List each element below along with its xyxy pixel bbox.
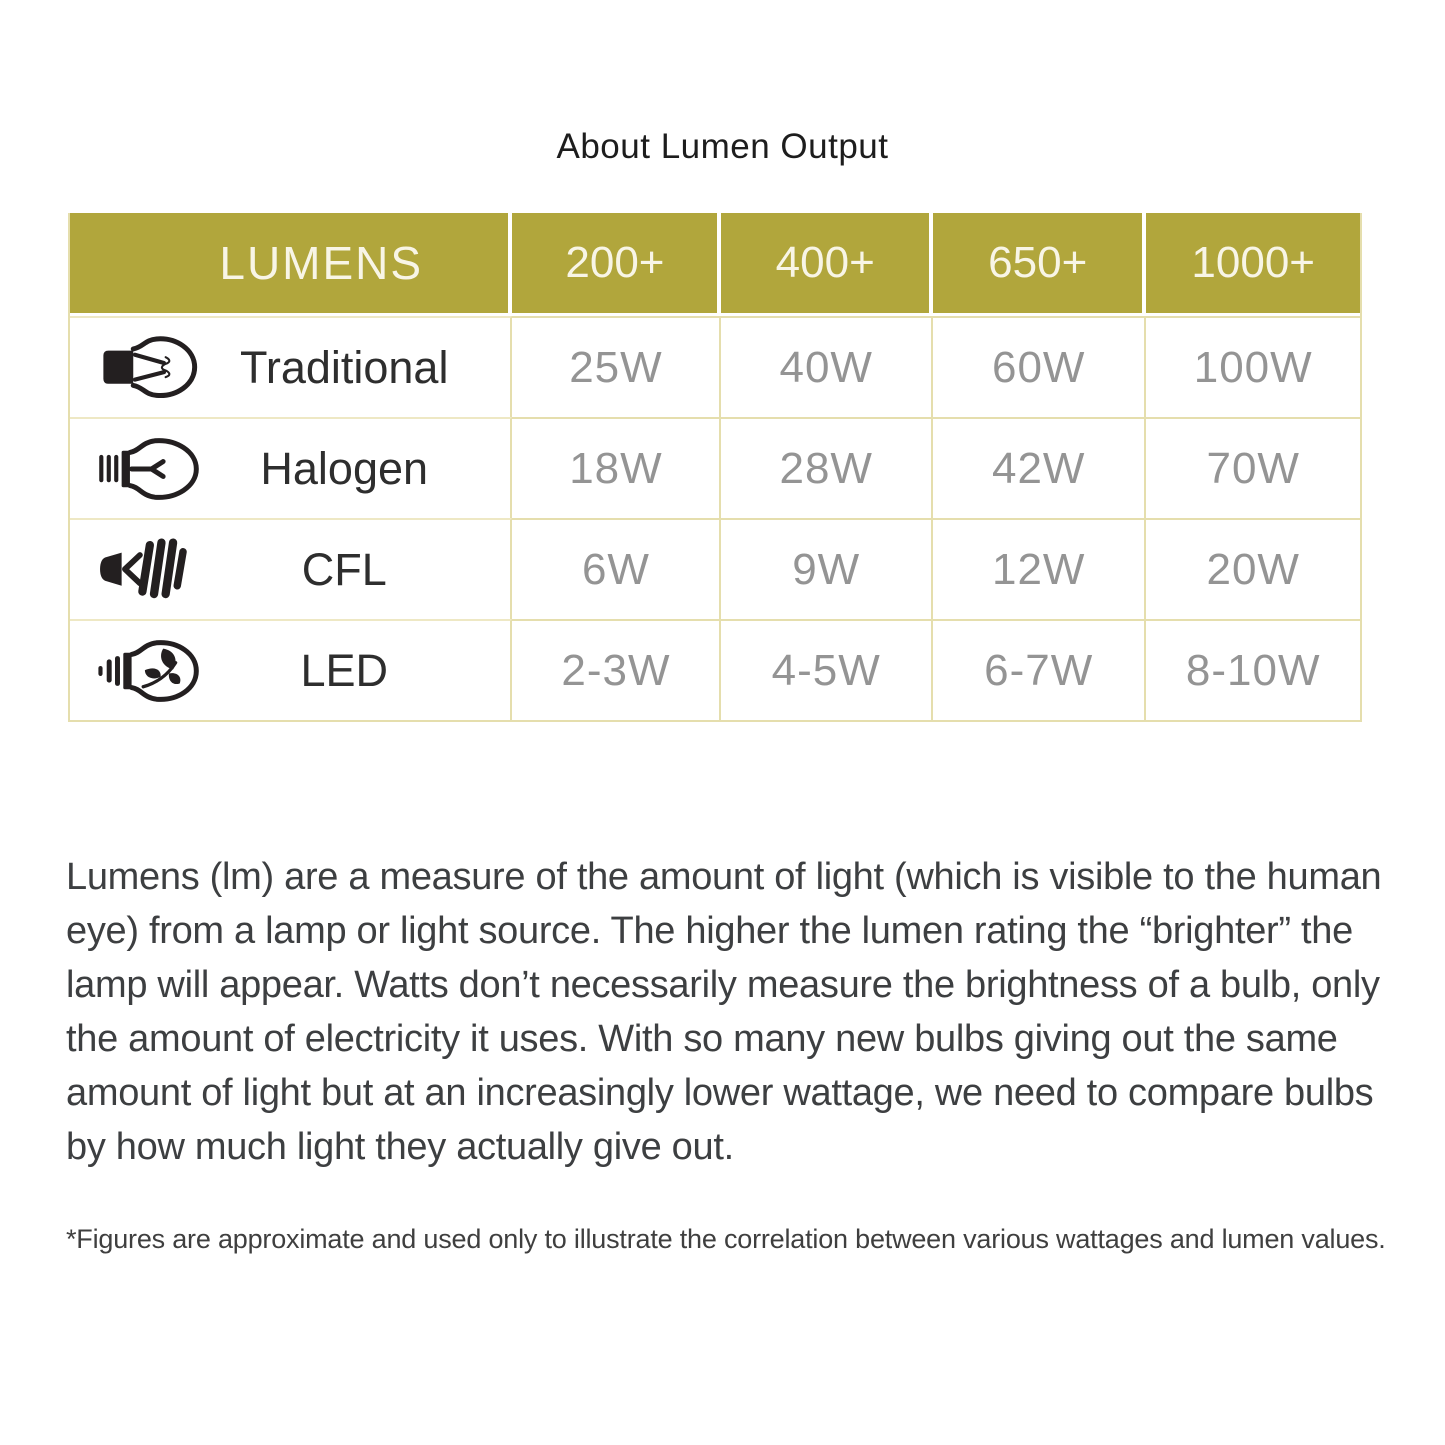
row-label: CFL (301, 543, 387, 595)
table-header-row (70, 213, 1360, 316)
row-label-cell-halogen (70, 417, 512, 518)
header-cell-200: 200+ (512, 213, 721, 316)
traditional-bulb-icon (96, 329, 212, 407)
header-cell-1000: 1000+ (1146, 213, 1359, 316)
watt-value: 20W (1206, 544, 1300, 594)
watt-value: 42W (991, 443, 1086, 493)
watt-value: 6W (581, 544, 650, 594)
watt-value: 25W (569, 342, 663, 392)
table-row-traditional (70, 316, 1360, 417)
table-row-halogen (70, 417, 1360, 518)
watt-value: 8-10W (1185, 645, 1321, 695)
watt-value: 18W (569, 443, 663, 493)
header-cell-650: 650+ (933, 213, 1146, 316)
watt-value: 6-7W (984, 645, 1094, 695)
footnote: *Figures are approximate and used only to illustrate the correlation between various wattages and lumen values. (66, 1224, 1386, 1254)
description-paragraph: Lumens (lm) are a measure of the amount of light (which is visible to the human eye) from a lamp or light source. The higher the lumen rating the “brighter” the lamp will appear. Watts don’t necessarily measure the brightness of a bulb, only the amount of electricity it uses. With so many new bulbs giving out the same amount of light but at an increasingly lower wattage, we need to compare bulbs by how much light they actually give out. (66, 856, 1382, 1168)
watt-value: 60W (991, 342, 1086, 392)
watt-value: 28W (779, 443, 873, 493)
header-cell-lumens: LUMENS (70, 213, 512, 316)
watt-value: 12W (991, 544, 1086, 594)
row-label: Halogen (260, 442, 429, 494)
row-label-cell-led (70, 619, 512, 720)
cfl-bulb-icon (96, 531, 212, 609)
table-row-cfl (70, 518, 1360, 619)
row-label-cell-traditional (70, 316, 512, 417)
page-title: About Lumen Output (556, 127, 889, 166)
row-label-cell-cfl (70, 518, 512, 619)
table-row-led (70, 619, 1360, 720)
row-label: Traditional (240, 341, 449, 393)
watt-value: 9W (792, 544, 861, 594)
header-cell-400: 400+ (721, 213, 933, 316)
halogen-bulb-icon (96, 430, 212, 508)
watt-value: 100W (1193, 342, 1313, 392)
watt-value: 2-3W (561, 645, 671, 695)
watt-value: 40W (779, 342, 873, 392)
row-label: LED (300, 644, 388, 696)
lumen-output-table (68, 213, 1362, 722)
led-bulb-icon (96, 632, 212, 710)
watt-value: 4-5W (771, 645, 881, 695)
watt-value: 70W (1206, 443, 1300, 493)
